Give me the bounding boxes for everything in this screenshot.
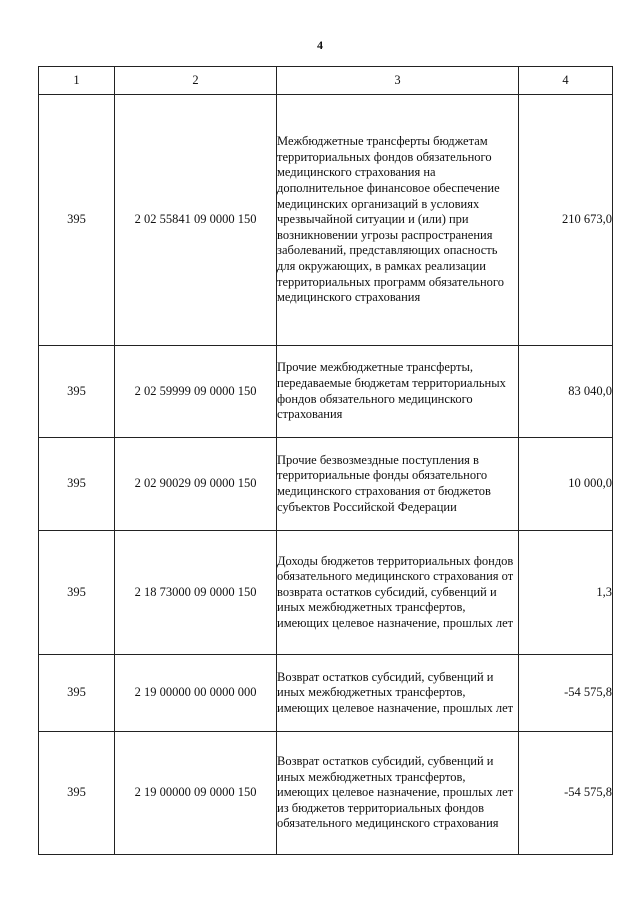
table-row	[39, 732, 613, 855]
amount-cell: 83 040,0	[519, 346, 613, 438]
table-header-row	[39, 67, 613, 95]
description-cell: Возврат остатков субсидий, субвенций и иных межбюджетных трансфертов, имеющих целевое назначение, прошлых лет	[277, 655, 519, 732]
admin-code-cell: 395	[39, 95, 115, 346]
admin-code-cell: 395	[39, 732, 115, 855]
description-cell: Прочие межбюджетные трансферты, передаваемые бюджетам территориальных фондов обязательного медицинского страхования	[277, 346, 519, 438]
budget-code-cell: 2 19 00000 09 0000 150	[115, 732, 277, 855]
admin-code-cell: 395	[39, 346, 115, 438]
admin-code-cell: 395	[39, 655, 115, 732]
description-cell: Возврат остатков субсидий, субвенций и иных межбюджетных трансфертов, имеющих целевое назначение, прошлых лет из бюджетов территориальных фондов обязательного медицинского страхования	[277, 732, 519, 855]
amount-cell: -54 575,8	[519, 732, 613, 855]
amount-cell: 210 673,0	[519, 95, 613, 346]
description-cell: Прочие безвозмездные поступления в территориальные фонды обязательного медицинского страхования от бюджетов субъектов Российской Федерации	[277, 438, 519, 531]
amount-cell: -54 575,8	[519, 655, 613, 732]
table-row	[39, 346, 613, 438]
admin-code-cell: 395	[39, 531, 115, 655]
table-row	[39, 95, 613, 346]
description-cell: Доходы бюджетов территориальных фондов обязательного медицинского страхования от возврата остатков субсидий, субвенций и иных межбюджетных трансфертов, имеющих целевое назначение, прошлых лет	[277, 531, 519, 655]
budget-code-cell: 2 02 90029 09 0000 150	[115, 438, 277, 531]
column-header-2: 2	[115, 67, 277, 95]
budget-code-cell: 2 19 00000 00 0000 000	[115, 655, 277, 732]
column-header-3: 3	[277, 67, 519, 95]
table-row	[39, 531, 613, 655]
column-header-1: 1	[39, 67, 115, 95]
amount-cell: 10 000,0	[519, 438, 613, 531]
amount-cell: 1,3	[519, 531, 613, 655]
budget-code-cell: 2 02 59999 09 0000 150	[115, 346, 277, 438]
budget-code-cell: 2 18 73000 09 0000 150	[115, 531, 277, 655]
budget-table	[38, 66, 613, 855]
table-row	[39, 438, 613, 531]
page-number: 4	[317, 38, 323, 52]
admin-code-cell: 395	[39, 438, 115, 531]
column-header-4: 4	[519, 67, 613, 95]
description-cell: Межбюджетные трансферты бюджетам территориальных фондов обязательного медицинского страхования на дополнительное финансовое обеспечение медицинских организаций в условиях чрезвычайной ситуации и (или) при возникновении угрозы распространения заболеваний, представляющих опасность для окружающих, в рамках реализации территориальных программ обязательного медицинского страхования	[277, 95, 519, 346]
table-row	[39, 655, 613, 732]
budget-code-cell: 2 02 55841 09 0000 150	[115, 95, 277, 346]
